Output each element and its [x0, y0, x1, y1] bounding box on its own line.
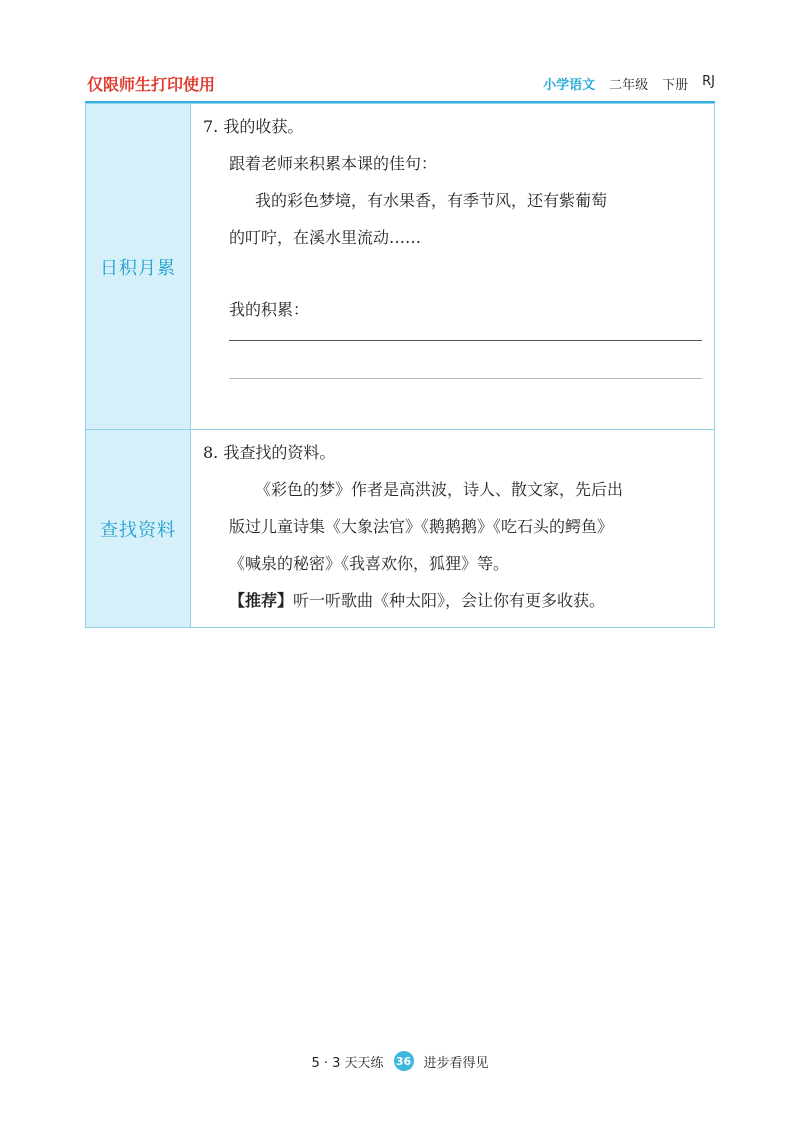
section-label-research: 查找资料: [86, 430, 191, 628]
section-label-accumulate: 日积月累: [86, 104, 191, 430]
question-title-8: 8. 我查找的资料。: [203, 443, 336, 462]
page-footer: [0, 1051, 800, 1071]
section-row-accumulate: [86, 104, 715, 430]
research-line-2: 版过儿童诗集《大象法官》《鹅鹅鹅》《吃石头的鳄鱼》: [229, 517, 614, 536]
section-content-research: [191, 430, 715, 628]
book-info: [543, 74, 715, 93]
subject-label: 小学语文: [543, 78, 596, 93]
quote-line-1: 我的彩色梦境，有水果香，有季节风，还有紫葡萄: [255, 191, 608, 210]
research-line-3: 《喊泉的秘密》《我喜欢你，狐狸》等。: [229, 554, 510, 573]
section-row-research: [86, 430, 715, 628]
my-accumulation-label: 我的积累：: [229, 300, 310, 319]
recommendation-line: [203, 582, 702, 619]
exercise-table: [85, 103, 715, 628]
volume-label: 下册: [662, 78, 689, 93]
section-content-accumulate: [191, 104, 715, 430]
grade-label: 二年级: [609, 78, 649, 93]
footer-series: 5 · 3 天天练: [311, 1055, 384, 1071]
recommend-text: 听一听歌曲《种太阳》，会让你有更多收获。: [293, 591, 606, 610]
research-line-1: 《彩色的梦》作者是高洪波，诗人、散文家，先后出: [255, 480, 624, 499]
quote-line-2: 的叮咛，在溪水里流动……: [229, 228, 422, 247]
recommend-tag: 【推荐】: [229, 591, 294, 610]
question-title-7: 7. 我的收获。: [203, 117, 304, 136]
instruction-text: 跟着老师来积累本课的佳句：: [229, 154, 438, 173]
edition-label: RJ: [702, 74, 715, 89]
answer-line-2[interactable]: [229, 378, 702, 379]
print-notice: 仅限师生打印使用: [87, 75, 216, 94]
page-number-badge: 36: [394, 1051, 414, 1071]
footer-slogan: 进步看得见: [423, 1055, 489, 1071]
